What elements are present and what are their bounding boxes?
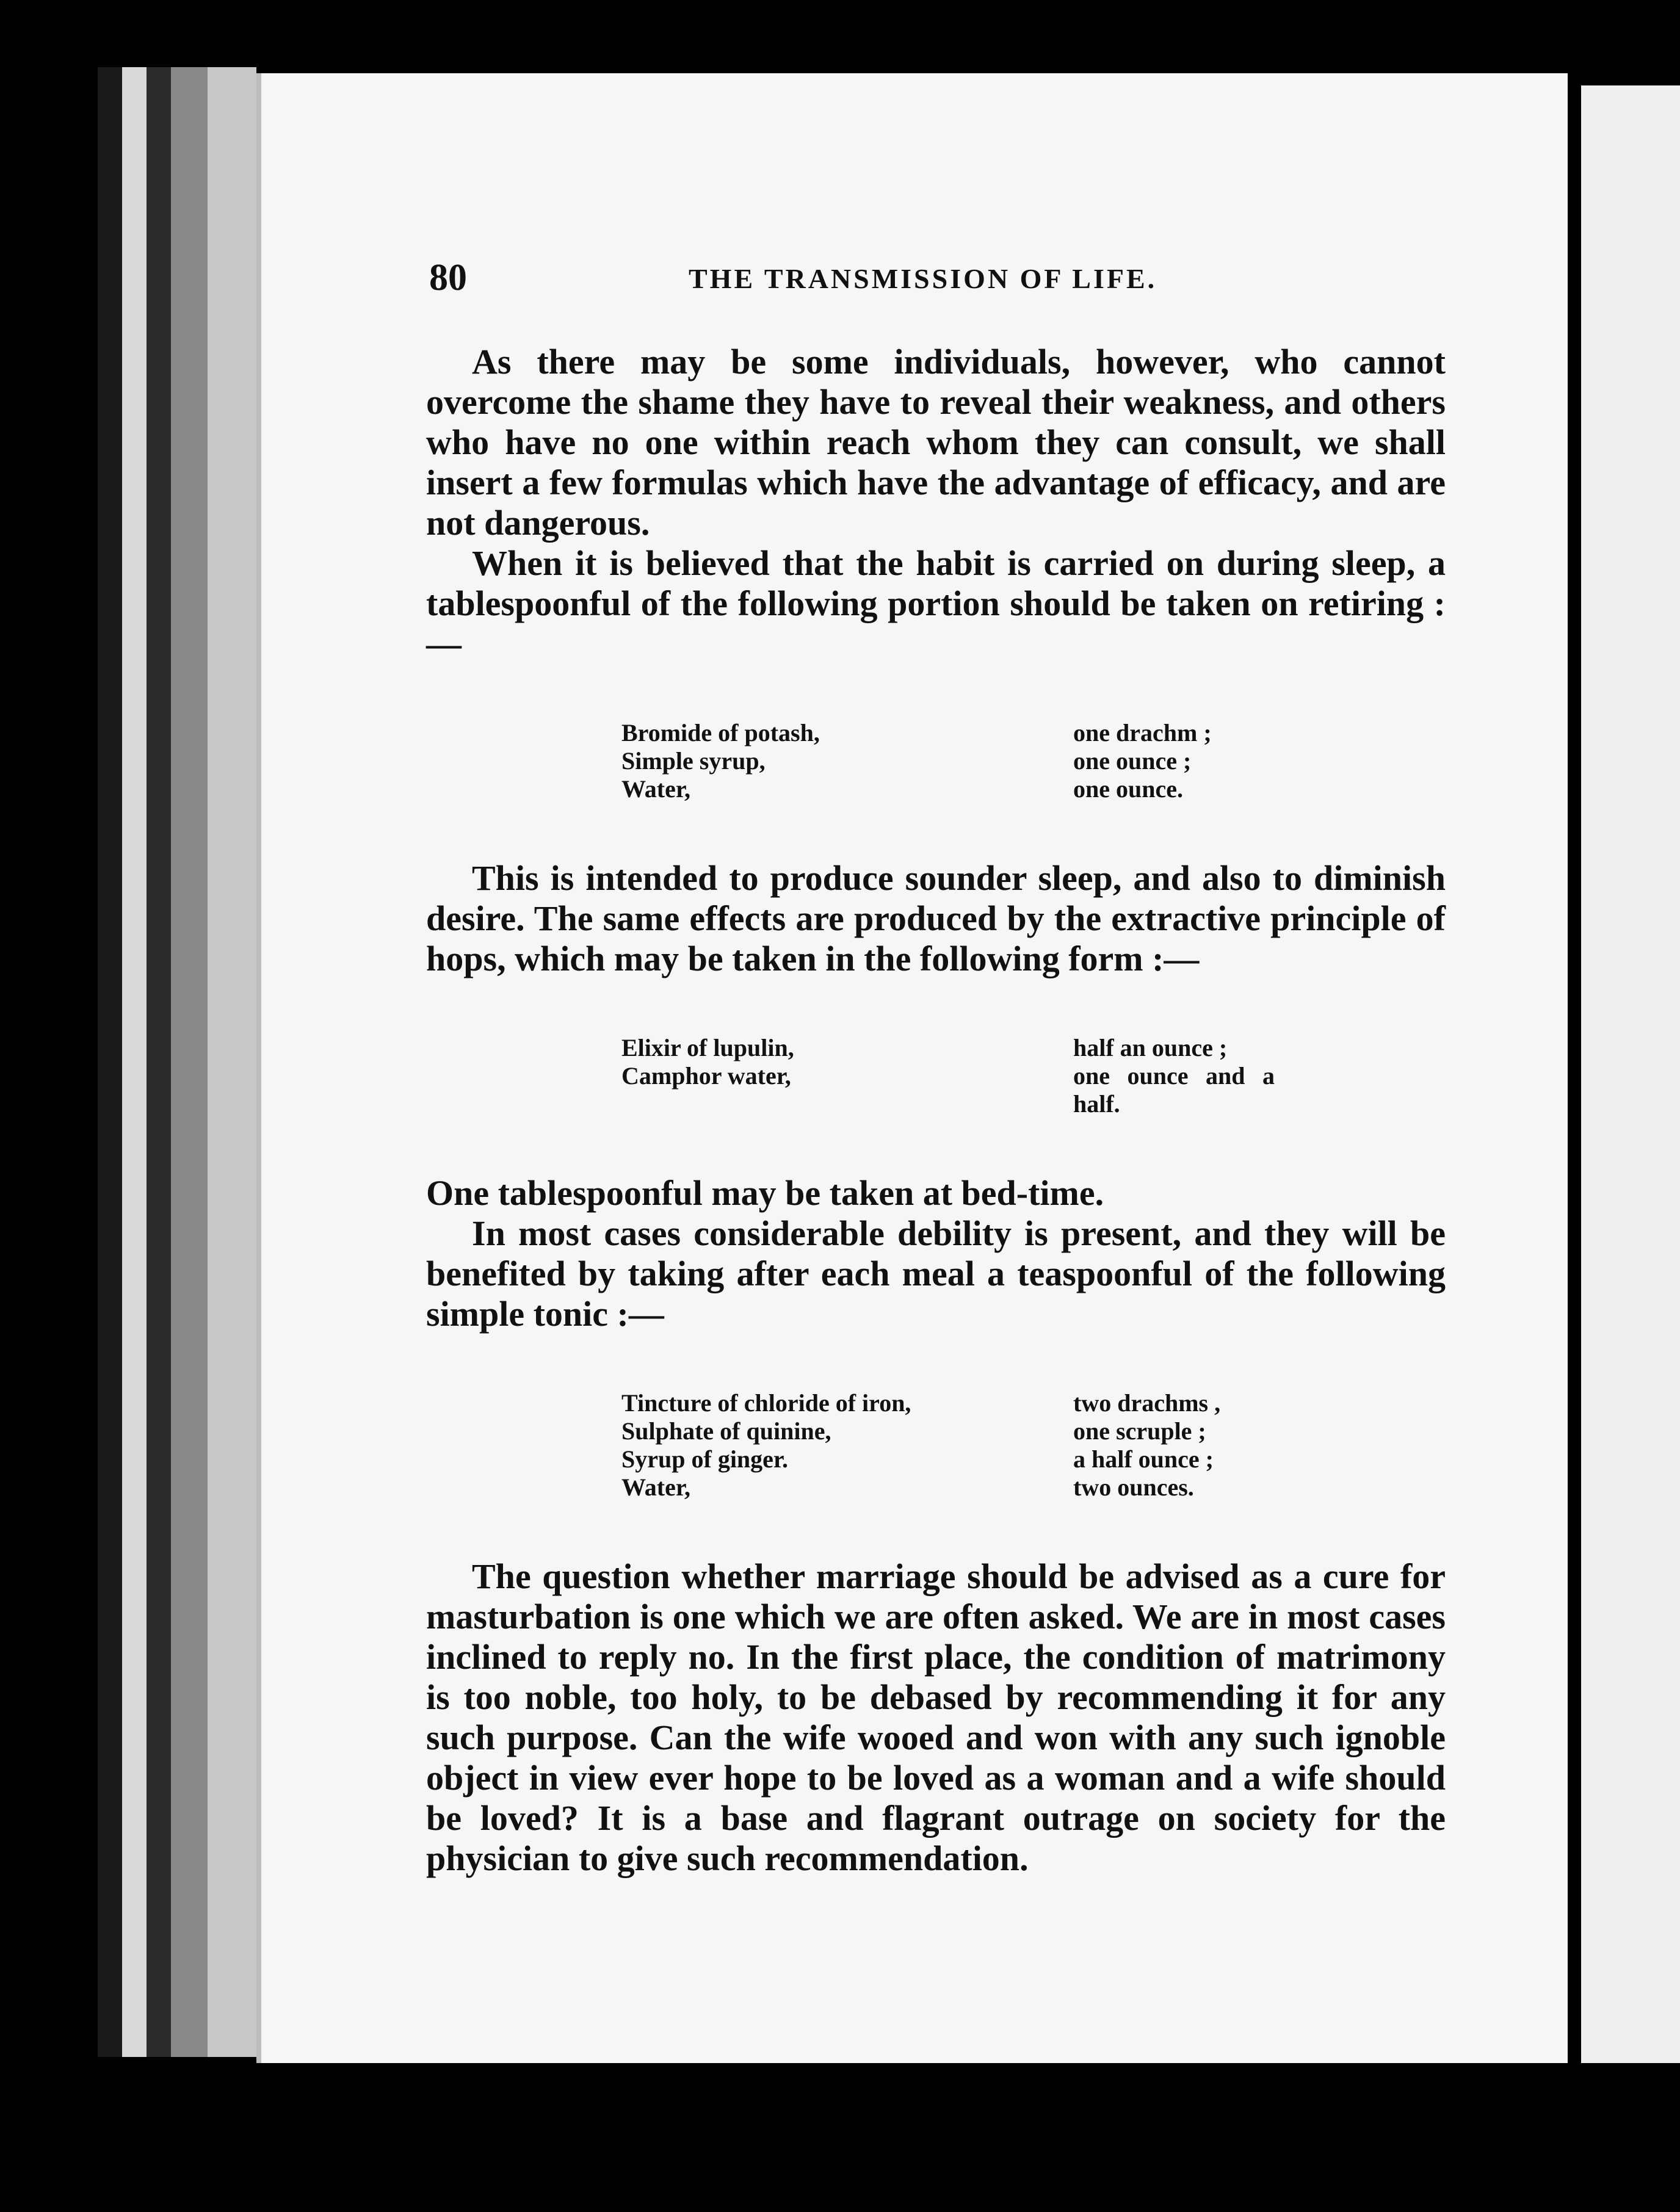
formula-block (621, 1389, 1275, 1502)
formula-row (621, 1062, 1275, 1118)
book-page (256, 73, 1568, 2063)
formula-block (621, 1034, 1275, 1118)
formula-row (621, 747, 1275, 775)
formula-row (621, 1417, 1275, 1445)
ingredient: Simple syrup, (621, 747, 766, 775)
amount: half an ounce ; (1073, 1034, 1228, 1061)
paragraph: As there may be some individuals, however, who cannot overcome the shame they have to reveal their weakness, and others who have no one within reach whom they can consult, we shall insert a few formulas which have the advantage of efficacy, and are not dangerous. (426, 342, 1446, 543)
paragraph: One tablespoonful may be taken at bed-time. (426, 1173, 1104, 1213)
page-body (426, 342, 1446, 1879)
facing-page-edge (1581, 85, 1680, 2063)
page-header (261, 256, 1568, 317)
paragraph: In most cases considerable debility is present, and they will be benefited by taking after each meal a teaspoonful of the following simple tonic :— (426, 1213, 1446, 1334)
ingredient: Syrup of ginger. (621, 1445, 789, 1473)
book-edge (98, 67, 122, 2057)
formula-row (621, 775, 1275, 803)
page-number: 80 (429, 257, 467, 298)
book-edge (122, 67, 147, 2057)
formula-row (621, 1389, 1275, 1417)
ingredient: Sulphate of quinine, (621, 1417, 831, 1445)
paragraph: This is intended to produce sounder sleep, and also to diminish desire. The same effects are produced by the extractive principle of hops, which may be taken in the following form :— (426, 858, 1446, 978)
book-edge (147, 67, 171, 2057)
amount: one ounce. (1073, 775, 1183, 803)
amount: two ounces. (1073, 1473, 1194, 1501)
amount: one drachm ; (1073, 719, 1212, 746)
formula-block (621, 719, 1275, 803)
amount: a half ounce ; (1073, 1445, 1214, 1473)
formula-row (621, 1034, 1275, 1062)
ingredient: Water, (621, 1473, 690, 1501)
paragraph: The question whether marriage should be advised as a cure for masturbation is one which we are often asked. We are in most cases inclined to reply no. In the first place, the condition of matrimony is too noble, too holy, to be debased by recommending it for any such purpose. Can the wife wooed and won with any such ignoble object in view ever hope to be loved as a woman and a wife should be loved? It is a base and flagrant outrage on society for the physician to give such recommendation. (426, 1556, 1446, 1878)
formula-row (621, 719, 1275, 747)
running-title: THE TRANSMISSION OF LIFE. (689, 263, 1157, 294)
ingredient: Tincture of chloride of iron, (621, 1389, 911, 1417)
amount: two drachms , (1073, 1389, 1221, 1417)
book-edge (208, 67, 256, 2057)
amount: one scruple ; (1073, 1417, 1206, 1445)
book-edge (171, 67, 208, 2057)
ingredient: Elixir of lupulin, (621, 1034, 794, 1061)
amount: one ounce ; (1073, 747, 1192, 775)
paragraph: When it is believed that the habit is carried on during sleep, a tablespoonful of the following portion should be taken on retiring :— (426, 543, 1446, 663)
ingredient: Bromide of potash, (621, 719, 820, 746)
formula-row (621, 1473, 1275, 1502)
ingredient: Camphor water, (621, 1062, 791, 1090)
ingredient: Water, (621, 775, 690, 803)
formula-row (621, 1445, 1275, 1473)
amount: one ounce and a half. (1073, 1062, 1275, 1118)
